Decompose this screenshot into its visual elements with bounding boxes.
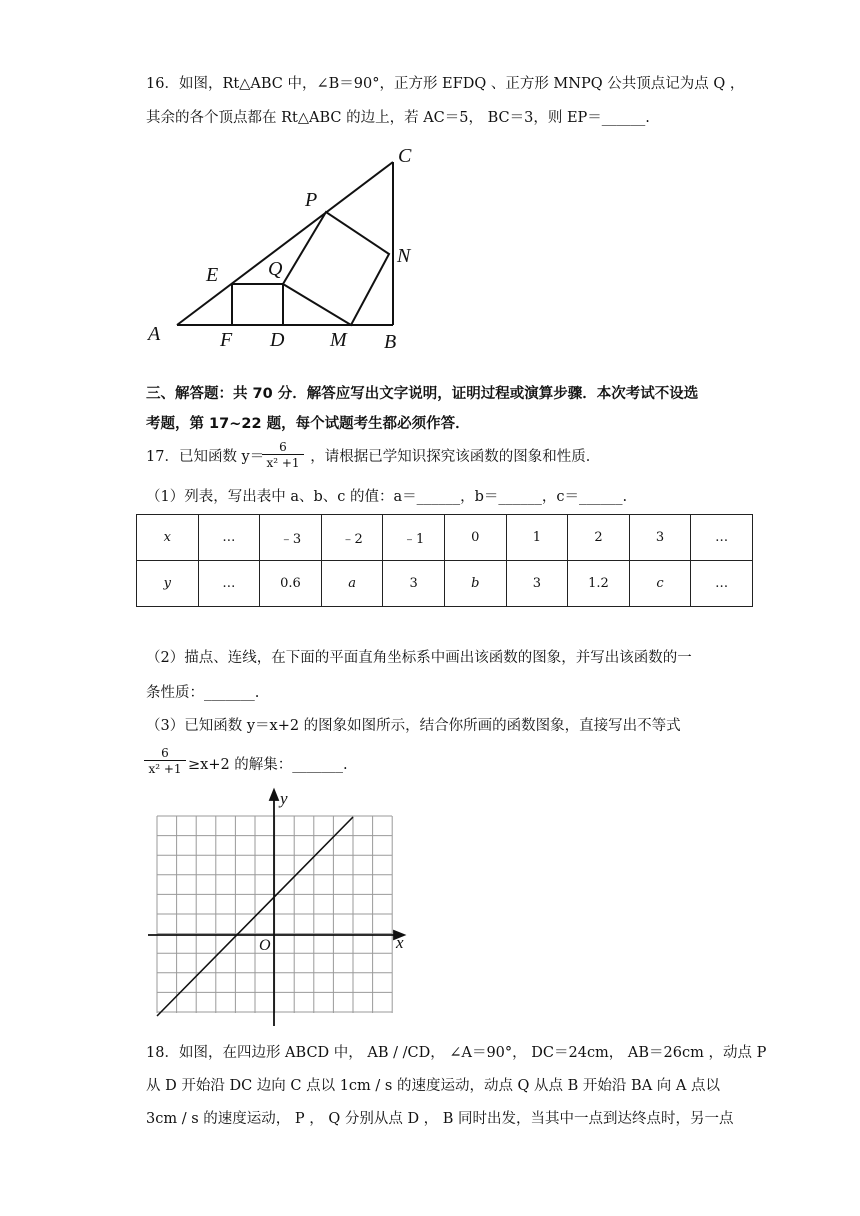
q17-part2-line1: （2）描点、连线，在下面的平面直角坐标系中画出该函数的图象，并写出该函数的一 — [146, 650, 692, 666]
label-m: M — [330, 329, 347, 351]
table-cell: … — [198, 561, 260, 607]
label-p: P — [305, 189, 318, 211]
label-b: B — [384, 331, 397, 353]
x-axis-label: x — [396, 933, 404, 952]
q17-part3-fraction-numerator: 6 — [144, 746, 186, 761]
label-f: F — [220, 329, 233, 351]
q17-part3-line2: ≥x+2 的解集：_______. — [188, 757, 348, 773]
label-e: E — [206, 264, 219, 286]
table-cell: ﹣3 — [260, 515, 322, 561]
table-cell: … — [198, 515, 260, 561]
q18-text-line2: 从 D 开始沿 DC 边向 C 点以 1cm / s 的速度运动，动点 Q 从点 B 开始沿 BA 向 A 点以 — [146, 1078, 720, 1094]
label-a: A — [148, 323, 161, 345]
q18-text-line3: 3cm / s 的速度运动， P ， Q 分别从点 D ， B 同时出发，当其中一点到达终点时，另一点 — [146, 1111, 734, 1127]
table-cell: … — [691, 561, 753, 607]
q16-text-line2: 其余的各个顶点都在 Rt△ABC 的边上，若 AC＝5， BC＝3，则 EP＝______. — [146, 110, 650, 126]
section3-heading-line2: 考题，第 17~22 题，每个试题考生都必须作答． — [146, 416, 470, 432]
table-cell: 3 — [383, 561, 445, 607]
q17-intro-prefix: 17．已知函数 y＝ — [146, 449, 265, 465]
label-d: D — [270, 329, 285, 351]
table-cell: b — [444, 561, 506, 607]
q17-part1: （1）列表，写出表中 a、b、c 的值：a＝______，b＝______，c＝______. — [146, 489, 628, 505]
y-axis-arrow-icon — [270, 790, 278, 800]
table-cell: 0.6 — [260, 561, 322, 607]
table-cell: 3 — [506, 561, 568, 607]
table-cell: a — [321, 561, 383, 607]
q17-fraction-denominator: x² +1 — [266, 456, 300, 470]
table-cell: 0 — [444, 515, 506, 561]
q18-text-line1: 18．如图，在四边形 ABCD 中， AB / /CD， ∠A＝90°， DC＝24cm， AB＝26cm ，动点 P — [146, 1045, 767, 1061]
table-cell: 2 — [568, 515, 630, 561]
table-cell: y — [137, 561, 199, 607]
q17-part3-fraction-denominator: x² +1 — [148, 762, 182, 776]
q17-part3-line1: （3）已知函数 y＝x+2 的图象如图所示，结合你所画的函数图象，直接写出不等式 — [146, 718, 681, 734]
table-cell: ﹣2 — [321, 515, 383, 561]
table-cell: c — [629, 561, 691, 607]
table-cell: 3 — [629, 515, 691, 561]
q16-text-line1: 16．如图，Rt△ABC 中，∠B＝90°，正方形 EFDQ 、正方形 MNPQ 公共顶点记为点 Q ， — [146, 76, 745, 92]
label-c: C — [398, 145, 412, 167]
q17-fraction-numerator: 6 — [262, 440, 304, 455]
label-q: Q — [268, 258, 283, 280]
q17-intro-suffix: ，请根据已学知识探究该函数的图象和性质． — [310, 449, 601, 465]
table-cell: x — [137, 515, 199, 561]
origin-label: O — [259, 937, 271, 954]
table-cell: … — [691, 515, 753, 561]
table-cell: 1 — [506, 515, 568, 561]
table-cell: 1.2 — [568, 561, 630, 607]
y-axis-label: y — [280, 789, 288, 808]
section3-heading-line1: 三、解答题：共 70 分．解答应写出文字说明，证明过程或演算步骤．本次考试不设选 — [146, 386, 699, 402]
q17-part2-line2: 条性质：_______. — [146, 685, 260, 701]
table-cell: ﹣1 — [383, 515, 445, 561]
label-n: N — [397, 245, 411, 267]
